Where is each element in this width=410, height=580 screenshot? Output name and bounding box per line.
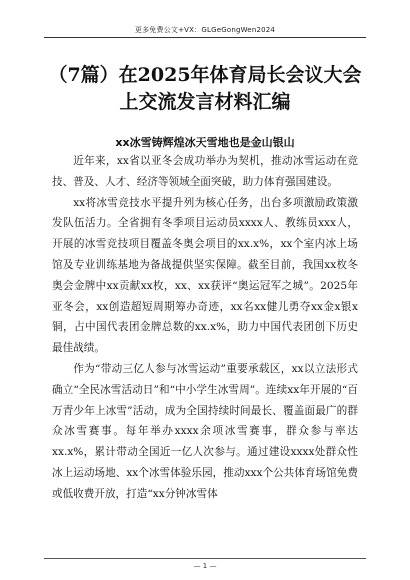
paragraph-2: xx将冰雪竞技水平提升列为核心任务，出台多项激励政策激发队伍活力。全省拥有冬季项目运动员xxxx人、教练员xxx人，开展的冰雪竞技项目覆盖冬奥会项目的xx.x%，xx个室内冰上场馆及专业训练基地为备战提供坚实保障。截至目前，我国xx枚冬奥会金牌中xx贡献xx枚，xx、xx获评“奥运冠军之城”。2025年亚冬会，xx创造超短周期筹办奇迹，xx名xx健儿勇夺xx金x银x铜，占中国代表团金牌总数的xx.x%，助力中国代表团创下历史最佳战绩。 (52, 196, 358, 355)
footer-divider (44, 558, 366, 559)
header-divider (44, 37, 366, 38)
header-note: 更多免费公文+VX：GLGeGongWen2024 (134, 26, 276, 34)
body-text (52, 151, 358, 505)
page-number: — 1 — (193, 562, 217, 570)
paragraph-1: 近年来，xx省以亚冬会成功举办为契机，推动冰雪运动在竞技、普及、人才、经济等领域全面突破，助力体育强国建设。 (52, 155, 358, 188)
section-subtitle: xx冰雪铸辉煌冰天雪地也是金山银山 (115, 136, 295, 149)
paragraph-3: 作为“带动三亿人参与冰雪运动”重要承载区，xx以立法形式确立“全民冰雪活动日”和“中小学生冰雪周”。连续xx年开展的“百万青少年上冰雪”活动，成为全国持续时间最长、覆盖面最广的群众冰雪赛事。每年举办xxxx余项冰雪赛事，群众参与率达xx.x%，累计带动全国近一亿人次参与。通过建设xxxx处群众性冰上运动场地、xx个冰雪体验乐园，推动xxx个公共体育场馆免费或低收费开放，打造“xx分钟冰雪体 (52, 362, 358, 500)
document-title: （7篇）在2025年体育局长会议大会上交流发言材料汇编 (48, 64, 362, 113)
